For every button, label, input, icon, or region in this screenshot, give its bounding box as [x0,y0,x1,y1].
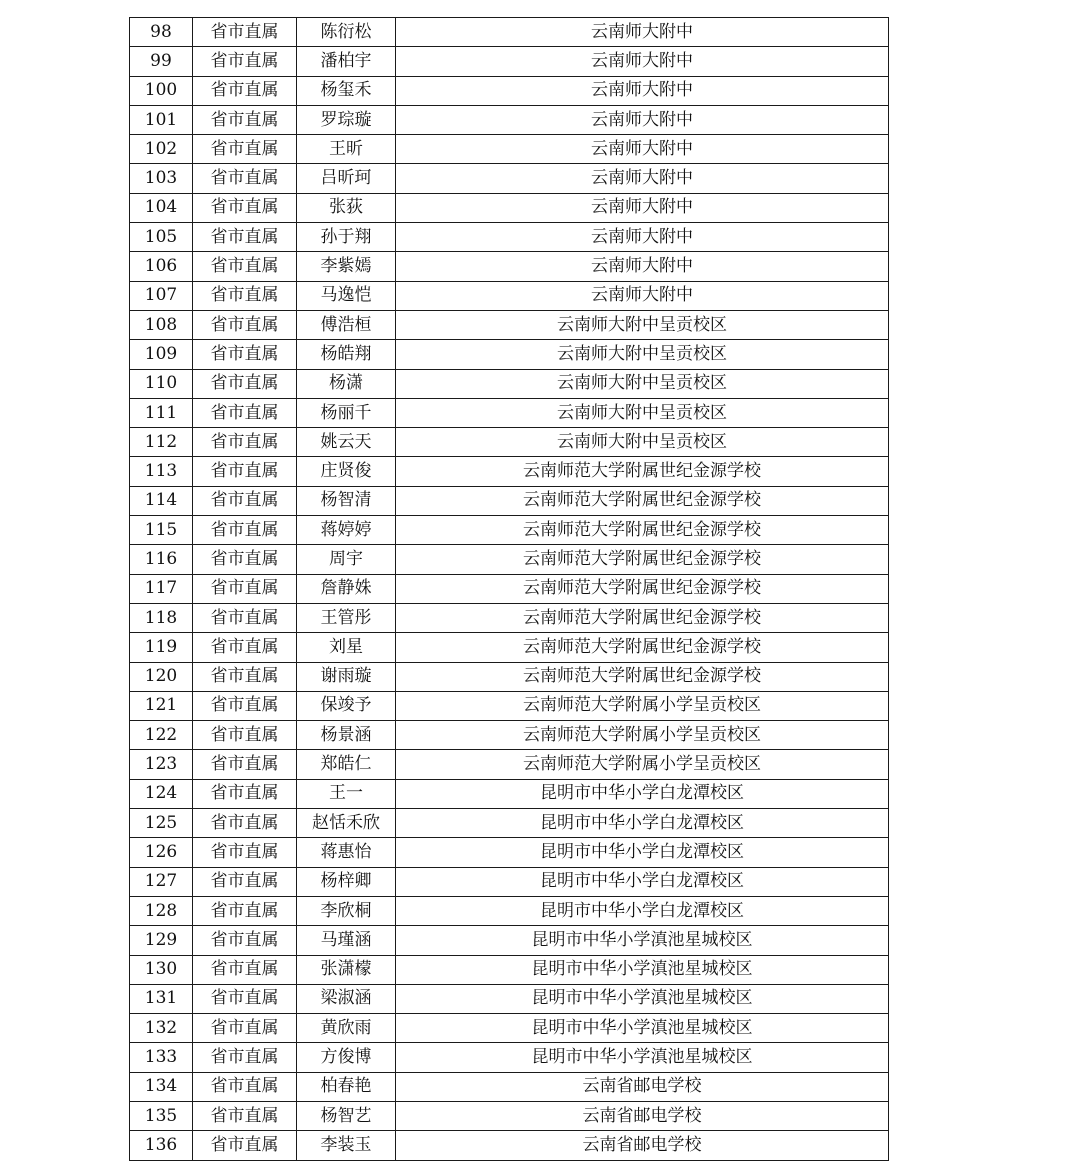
row-number-cell: 109 [130,340,193,369]
school-cell: 昆明市中华小学滇池星城校区 [396,1014,889,1043]
school-cell: 云南师范大学附属世纪金源学校 [396,574,889,603]
student-name-cell: 詹静姝 [297,574,396,603]
row-number-cell: 108 [130,310,193,339]
category-cell: 省市直属 [193,516,297,545]
student-name-cell: 保竣予 [297,691,396,720]
table-row [130,1072,889,1101]
table-row [130,1131,889,1160]
row-number-cell: 117 [130,574,193,603]
school-cell: 云南师范大学附属世纪金源学校 [396,603,889,632]
row-number-cell: 100 [130,76,193,105]
row-number-cell: 114 [130,486,193,515]
row-number-cell: 113 [130,457,193,486]
student-name-cell: 郑皓仁 [297,750,396,779]
category-cell: 省市直属 [193,1014,297,1043]
table-row [130,955,889,984]
school-cell: 云南师大附中 [396,164,889,193]
category-cell: 省市直属 [193,486,297,515]
student-name-cell: 蒋惠怡 [297,838,396,867]
table-row [130,76,889,105]
category-cell: 省市直属 [193,47,297,76]
category-cell: 省市直属 [193,1043,297,1072]
table-row [130,340,889,369]
category-cell: 省市直属 [193,193,297,222]
school-cell: 云南省邮电学校 [396,1101,889,1130]
row-number-cell: 119 [130,633,193,662]
table-row [130,1043,889,1072]
student-name-cell: 王昕 [297,135,396,164]
student-name-cell: 杨皓翔 [297,340,396,369]
school-cell: 云南师范大学附属小学呈贡校区 [396,721,889,750]
student-name-cell: 马逸恺 [297,281,396,310]
row-number-cell: 107 [130,281,193,310]
table-row [130,867,889,896]
roster-table [129,17,889,1161]
student-name-cell: 王一 [297,779,396,808]
school-cell: 云南师大附中 [396,105,889,134]
student-name-cell: 傅浩桓 [297,310,396,339]
category-cell: 省市直属 [193,691,297,720]
row-number-cell: 110 [130,369,193,398]
row-number-cell: 115 [130,516,193,545]
student-name-cell: 李装玉 [297,1131,396,1160]
category-cell: 省市直属 [193,1101,297,1130]
student-name-cell: 罗琮璇 [297,105,396,134]
category-cell: 省市直属 [193,281,297,310]
school-cell: 昆明市中华小学滇池星城校区 [396,955,889,984]
student-name-cell: 杨梓卿 [297,867,396,896]
row-number-cell: 129 [130,926,193,955]
table-row [130,281,889,310]
school-cell: 昆明市中华小学白龙潭校区 [396,896,889,925]
row-number-cell: 136 [130,1131,193,1160]
roster-body [130,18,889,1161]
student-name-cell: 张荻 [297,193,396,222]
row-number-cell: 134 [130,1072,193,1101]
school-cell: 云南省邮电学校 [396,1131,889,1160]
student-name-cell: 马瑾涵 [297,926,396,955]
category-cell: 省市直属 [193,896,297,925]
student-name-cell: 周宇 [297,545,396,574]
school-cell: 云南师大附中 [396,193,889,222]
row-number-cell: 124 [130,779,193,808]
category-cell: 省市直属 [193,135,297,164]
school-cell: 云南师范大学附属小学呈贡校区 [396,691,889,720]
school-cell: 云南师大附中 [396,47,889,76]
student-name-cell: 张潇檬 [297,955,396,984]
school-cell: 云南师大附中呈贡校区 [396,310,889,339]
table-row [130,47,889,76]
row-number-cell: 128 [130,896,193,925]
table-row [130,369,889,398]
category-cell: 省市直属 [193,662,297,691]
student-name-cell: 柏春艳 [297,1072,396,1101]
row-number-cell: 132 [130,1014,193,1043]
table-row [130,1101,889,1130]
row-number-cell: 102 [130,135,193,164]
table-row [130,750,889,779]
student-name-cell: 方俊博 [297,1043,396,1072]
category-cell: 省市直属 [193,574,297,603]
row-number-cell: 121 [130,691,193,720]
row-number-cell: 127 [130,867,193,896]
row-number-cell: 118 [130,603,193,632]
table-row [130,926,889,955]
row-number-cell: 120 [130,662,193,691]
student-name-cell: 潘柏宇 [297,47,396,76]
table-row [130,662,889,691]
row-number-cell: 135 [130,1101,193,1130]
category-cell: 省市直属 [193,926,297,955]
row-number-cell: 106 [130,252,193,281]
category-cell: 省市直属 [193,1072,297,1101]
student-name-cell: 杨潇 [297,369,396,398]
category-cell: 省市直属 [193,633,297,662]
school-cell: 云南师大附中呈贡校区 [396,398,889,427]
school-cell: 云南师范大学附属小学呈贡校区 [396,750,889,779]
row-number-cell: 126 [130,838,193,867]
school-cell: 昆明市中华小学滇池星城校区 [396,926,889,955]
student-name-cell: 王管彤 [297,603,396,632]
table-row [130,135,889,164]
school-cell: 云南师大附中 [396,135,889,164]
category-cell: 省市直属 [193,779,297,808]
table-row [130,603,889,632]
row-number-cell: 103 [130,164,193,193]
category-cell: 省市直属 [193,105,297,134]
student-name-cell: 梁淑涵 [297,984,396,1013]
table-row [130,516,889,545]
category-cell: 省市直属 [193,223,297,252]
category-cell: 省市直属 [193,955,297,984]
school-cell: 云南师大附中 [396,252,889,281]
row-number-cell: 105 [130,223,193,252]
table-row [130,398,889,427]
table-row [130,838,889,867]
table-row [130,105,889,134]
student-name-cell: 李欣桐 [297,896,396,925]
row-number-cell: 125 [130,809,193,838]
category-cell: 省市直属 [193,164,297,193]
table-row [130,18,889,47]
row-number-cell: 99 [130,47,193,76]
table-row [130,223,889,252]
school-cell: 云南师大附中呈贡校区 [396,428,889,457]
school-cell: 云南师大附中 [396,76,889,105]
student-name-cell: 谢雨璇 [297,662,396,691]
category-cell: 省市直属 [193,252,297,281]
table-row [130,809,889,838]
row-number-cell: 116 [130,545,193,574]
table-row [130,545,889,574]
category-cell: 省市直属 [193,545,297,574]
table-row [130,310,889,339]
student-name-cell: 黄欣雨 [297,1014,396,1043]
category-cell: 省市直属 [193,721,297,750]
student-name-cell: 姚云天 [297,428,396,457]
student-name-cell: 蒋婷婷 [297,516,396,545]
student-name-cell: 杨玺禾 [297,76,396,105]
table-row [130,574,889,603]
school-cell: 云南师范大学附属世纪金源学校 [396,457,889,486]
student-name-cell: 庄贤俊 [297,457,396,486]
category-cell: 省市直属 [193,750,297,779]
category-cell: 省市直属 [193,369,297,398]
category-cell: 省市直属 [193,603,297,632]
student-name-cell: 杨景涵 [297,721,396,750]
category-cell: 省市直属 [193,76,297,105]
school-cell: 昆明市中华小学滇池星城校区 [396,984,889,1013]
student-name-cell: 赵恬禾欣 [297,809,396,838]
category-cell: 省市直属 [193,838,297,867]
school-cell: 云南师范大学附属世纪金源学校 [396,662,889,691]
category-cell: 省市直属 [193,1131,297,1160]
student-name-cell: 刘星 [297,633,396,662]
school-cell: 昆明市中华小学白龙潭校区 [396,809,889,838]
table-row [130,252,889,281]
table-row [130,721,889,750]
category-cell: 省市直属 [193,18,297,47]
category-cell: 省市直属 [193,340,297,369]
student-name-cell: 杨丽千 [297,398,396,427]
row-number-cell: 112 [130,428,193,457]
school-cell: 云南师范大学附属世纪金源学校 [396,545,889,574]
category-cell: 省市直属 [193,398,297,427]
student-name-cell: 孙于翔 [297,223,396,252]
school-cell: 昆明市中华小学白龙潭校区 [396,867,889,896]
row-number-cell: 111 [130,398,193,427]
table-row [130,193,889,222]
table-row [130,164,889,193]
table-row [130,984,889,1013]
student-name-cell: 吕昕珂 [297,164,396,193]
school-cell: 云南师大附中 [396,223,889,252]
school-cell: 云南师大附中呈贡校区 [396,340,889,369]
student-name-cell: 陈衍松 [297,18,396,47]
school-cell: 云南师大附中 [396,18,889,47]
category-cell: 省市直属 [193,867,297,896]
table-row [130,1014,889,1043]
table-row [130,896,889,925]
row-number-cell: 133 [130,1043,193,1072]
school-cell: 昆明市中华小学滇池星城校区 [396,1043,889,1072]
row-number-cell: 123 [130,750,193,779]
school-cell: 昆明市中华小学白龙潭校区 [396,838,889,867]
row-number-cell: 98 [130,18,193,47]
row-number-cell: 104 [130,193,193,222]
school-cell: 云南师范大学附属世纪金源学校 [396,516,889,545]
category-cell: 省市直属 [193,310,297,339]
student-name-cell: 杨智清 [297,486,396,515]
student-name-cell: 李紫嫣 [297,252,396,281]
school-cell: 昆明市中华小学白龙潭校区 [396,779,889,808]
category-cell: 省市直属 [193,457,297,486]
school-cell: 云南师范大学附属世纪金源学校 [396,486,889,515]
row-number-cell: 130 [130,955,193,984]
table-row [130,691,889,720]
category-cell: 省市直属 [193,428,297,457]
table-row [130,428,889,457]
table-row [130,779,889,808]
school-cell: 云南师范大学附属世纪金源学校 [396,633,889,662]
category-cell: 省市直属 [193,984,297,1013]
school-cell: 云南师大附中 [396,281,889,310]
table-row [130,457,889,486]
school-cell: 云南师大附中呈贡校区 [396,369,889,398]
row-number-cell: 101 [130,105,193,134]
row-number-cell: 122 [130,721,193,750]
table-row [130,633,889,662]
student-name-cell: 杨智艺 [297,1101,396,1130]
category-cell: 省市直属 [193,809,297,838]
row-number-cell: 131 [130,984,193,1013]
table-row [130,486,889,515]
school-cell: 云南省邮电学校 [396,1072,889,1101]
